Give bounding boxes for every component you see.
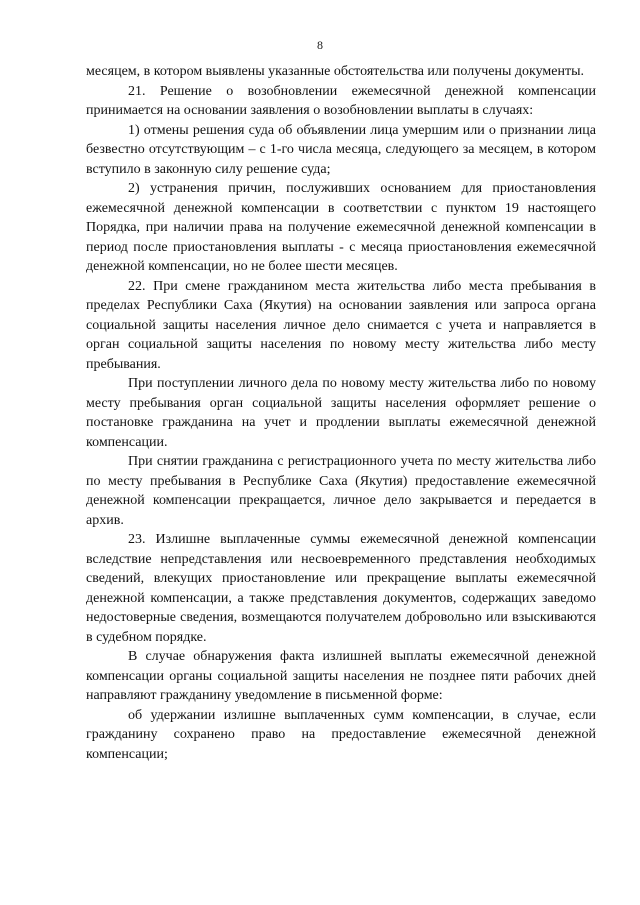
paragraph-clause-21: 21. Решение о возобновлении ежемесячной денежной компенсации принимается на основании заявления о возобновлении выплаты в случаях: — [86, 83, 596, 118]
paragraph-clause-21-item-2: 2) устранения причин, послуживших основанием для приостановления ежемесячной денежной компенсации в соответствии с пунктом 19 настоящего Порядка, при наличии права на получение ежемесячной денежной компенсации в период после приостановления выплаты - с месяца приостановления ежемесячной денежной компенсации, но не более шести месяцев. — [86, 181, 596, 274]
paragraph-continuation: месяцем, в котором выявлены указанные обстоятельства или получены документы. — [86, 64, 584, 79]
paragraph-clause-21-item-1: 1) отмены решения суда об объявлении лица умершим или о признании лица безвестно отсутствующим – с 1-го числа месяца, следующего за месяцем, в котором вступило в законную силу решение суда; — [86, 122, 596, 177]
paragraph-clause-22-transfer: При поступлении личного дела по новому месту жительства либо по новому месту пребывания орган социальной защиты населения оформляет решение о постановке гражданина на учет и продлении выплаты ежемесячной денежной компенсации. — [86, 376, 596, 450]
paragraph-clause-23: 23. Излишне выплаченные суммы ежемесячной денежной компенсации вследствие непредставления или несвоевременного представления необходимых сведений, влекущих приостановление или прекращение выплаты ежемесячной денежной компенсации, а также представления документов, содержащих заведомо недостоверные сведения, возмещаются получателем добровольно или взыскиваются в судебном порядке. — [86, 532, 596, 645]
page-number: 8 — [317, 38, 323, 52]
document-body — [86, 62, 596, 764]
paragraph-clause-22-deregistration: При снятии гражданина с регистрационного учета по месту жительства либо по месту пребывания в Республике Саха (Якутия) предоставление ежемесячной денежной компенсации прекращается, личное дело закрывается и передается в архив. — [86, 454, 596, 528]
paragraph-clause-22: 22. При смене гражданином места жительства либо места пребывания в пределах Республики Саха (Якутия) на основании заявления или запроса органа социальной защиты населения личное дело снимается с учета и направляется в орган социальной защиты населения по новому месту жительства либо месту пребывания. — [86, 278, 596, 372]
paragraph-clause-23-withholding: об удержании излишне выплаченных сумм компенсации, в случае, если гражданину сохранено право на предоставление ежемесячной денежной компенсации; — [86, 707, 596, 762]
paragraph-clause-23-notification: В случае обнаружения факта излишней выплаты ежемесячной денежной компенсации органы социальной защиты населения не позднее пяти рабочих дней направляют гражданину уведомление в письменной форме: — [86, 649, 596, 703]
